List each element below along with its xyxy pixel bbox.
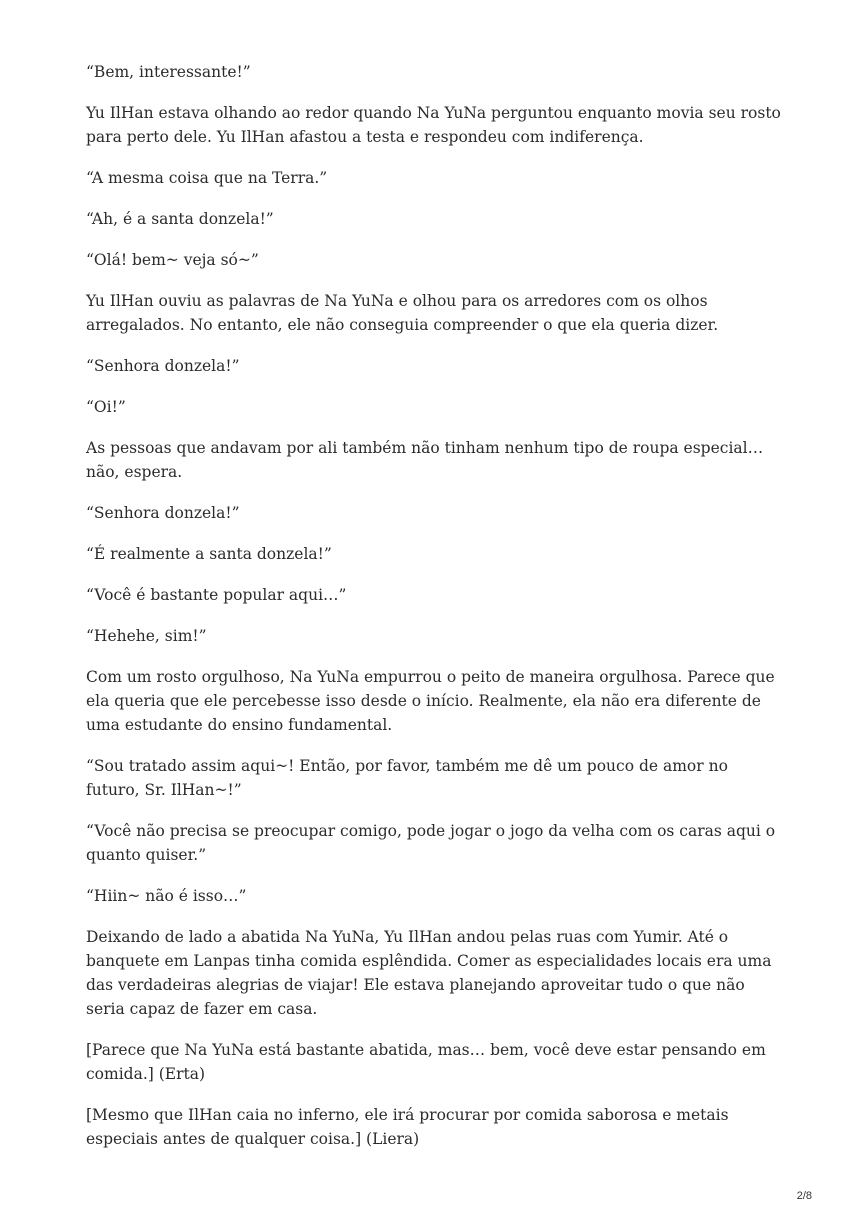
paragraph-17: “Hiin~ não é isso…” (86, 887, 247, 905)
paragraph-18: Deixando de lado a abatida Na YuNa, Yu IlHan andou pelas ruas com Yumir. Até o banquete em Lanpas tinha comida esplêndida. Comer as especialidades locais era uma das verdadeiras alegrias de viajar! Ele estava planejando aproveitar tudo o que não seria capaz de fazer em casa. (86, 928, 772, 1018)
paragraph-15: “Sou tratado assim aqui~! Então, por favor, também me dê um pouco de amor no futuro, Sr. IlHan~!” (86, 757, 728, 799)
paragraph-13: “Hehehe, sim!” (86, 627, 207, 645)
paragraph-3: “A mesma coisa que na Terra.” (86, 169, 328, 187)
paragraph-20: [Mesmo que IlHan caia no inferno, ele irá procurar por comida saborosa e metais especiais antes de qualquer coisa.] (Liera) (86, 1106, 729, 1148)
paragraph-11: “É realmente a santa donzela!” (86, 545, 332, 563)
paragraph-8: “Oi!” (86, 398, 126, 416)
paragraph-14: Com um rosto orgulhoso, Na YuNa empurrou o peito de maneira orgulhosa. Parece que ela queria que ele percebesse isso desde o início. Realmente, ela não era diferente de uma estudante do ensino fundamental. (86, 668, 775, 734)
paragraph-10: “Senhora donzela!” (86, 504, 240, 522)
paragraph-6: Yu IlHan ouviu as palavras de Na YuNa e olhou para os arredores com os olhos arregalados. No entanto, ele não conseguia compreender o que ela queria dizer. (86, 292, 719, 334)
paragraph-12: “Você é bastante popular aqui…” (86, 586, 347, 604)
paragraph-2: Yu IlHan estava olhando ao redor quando Na YuNa perguntou enquanto movia seu rosto para perto dele. Yu IlHan afastou a testa e respondeu com indiferença. (86, 104, 781, 146)
paragraph-1: “Bem, interessante!” (86, 63, 251, 81)
page-number: 2/8 (796, 1190, 812, 1202)
paragraph-4: “Ah, é a santa donzela!” (86, 210, 274, 228)
paragraph-19: [Parece que Na YuNa está bastante abatida, mas… bem, você deve estar pensando em comida.] (Erta) (86, 1041, 766, 1083)
paragraph-9: As pessoas que andavam por ali também não tinham nenhum tipo de roupa especial… não, espera. (86, 439, 764, 481)
paragraph-5: “Olá! bem~ veja só~” (86, 251, 259, 269)
paragraph-16: “Você não precisa se preocupar comigo, pode jogar o jogo da velha com os caras aqui o quanto quiser.” (86, 822, 776, 864)
text-body (86, 60, 786, 1168)
paragraph-7: “Senhora donzela!” (86, 357, 240, 375)
